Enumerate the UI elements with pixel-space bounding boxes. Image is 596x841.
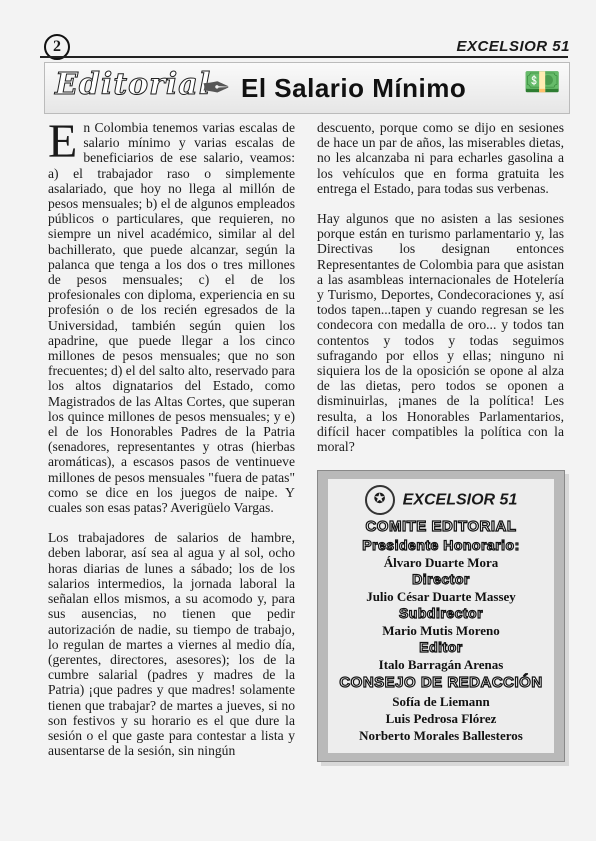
article-column-left [48,115,295,773]
masthead: EXCELSIOR 51 [456,38,570,55]
emblem-icon: ✪ [365,485,395,515]
section-title: Editorial [55,67,212,102]
council-member: Sofía de Liemann [392,694,490,709]
paragraph-text: n Colombia tenemos varias escalas de salario mínimo y varias escalas de beneficiarios de ese salario, veamos: a) el trabajador raso o simplemente asalariado, que hoy no llega al millón de pesos mensuales; b) el de algunos empleados públicos o particulares, que requieren, no siempre un nivel académico, similar al del bachillerato, que puede alcanzar, según la palanca que tenga a los dos o tres millones de pesos mensuales; c) el de los profesionales con diploma, experiencia en su profesión o de los recién egresados de la Universidad, también según quien los apadrine, que puede llegar a los cinco millones de pesos mensuales; que no son frecuentes; d) el del salto alto, reservado para los altos dignatarios del Estado, como Magistrados de las Altas Cortes, que superan los quince millones de pesos mensuales; y e) el de los Honorables Padres de la Patria (senadores, representantes y otras (hierbas aromáticas), a escasos pasos de ventinueve millones de pesos mensuales "fuera de patas" como se dice en los juegos de naipe. Y cuales son esas patas? Averigüelo Vargas. [48,120,295,516]
staff-box-title: EXCELSIOR 51 [402,491,518,509]
quill-icon: ✒ [201,68,232,108]
staff-name: Julio César Duarte Massey [366,589,516,604]
header-rule [40,56,568,58]
article-paragraph: descuento, porque como se dijo en sesiones de hace un par de años, las miserables dietas, no les alcanzaba ni para echarles gasolina a los vehículos que en forma gratuita les entrega el Estado, para todas sus verbenas. [317,120,564,196]
council-member: Luis Pedrosa Flórez [385,711,497,726]
staff-name: Mario Mutis Moreno [382,623,500,638]
article-paragraph [48,115,295,516]
staff-name: Italo Barragán Arenas [378,657,504,672]
article-paragraph: Los trabajadores de salarios de hambre, deben laborar, así sea al agua y al sol, ocho horas diarias de lunes a sábado; los de los salarios intermedios, la jornada laboral la señalan ellos mismos, a su acomodo y, para sus ausencias, no tienen que pedir autorización de nadie, su tiempo de trabajo, lo regulan de martes a viernes al medio día, (gerentes, directores, asesores); los de la cumbre salarial (padres y madres de la Patria) ¡que padres y que madres! solamente tienen que trabajar? de martes a jueves, si no son festivos y su horario es el que dure la sesión o el que gaste para contestar a lista y ausentarse de la sesión, sin ningún [48,530,295,759]
money-icon: 💵 [523,66,561,99]
staff-name: Álvaro Duarte Mora [383,555,499,570]
page-number: 2 [44,34,70,60]
council-member: Norberto Morales Ballesteros [359,728,523,743]
article-column-right [317,120,564,469]
editorial-staff-box [317,470,565,762]
headline: El Salario Mínimo [241,73,467,103]
staff-role: Editor [419,639,463,655]
staff-role: Subdirector [398,605,484,621]
committee-heading: COMITE EDITORIAL [365,518,517,535]
staff-role: Director [412,571,470,587]
editorial-banner [44,62,570,114]
staff-role: Presidente Honorario: [362,537,520,553]
dropcap: E [48,115,78,168]
staff-box-header [328,483,554,517]
council-heading: CONSEJO DE REDACCIÓN [339,674,543,691]
article-paragraph: Hay algunos que no asisten a las sesiones porque están en turismo parlamentario y, las Directivas los designan entonces Representantes de Colombia para que asistan a las asambleas internacionales de Hotelería y Turismo, Deportes, Condecoraciones y, así todos tapen...tapen y cuando regresan se les condecora con medalla de oro... y todos tan contentos y todos y todas seguimos sufragando por ellos y ellas; ninguno ni siquiera los de la oposición se opone al alza de las dietas, pero todos se oponen a disminuirlas, ¡manes de la política! Les resulta, a los Honorables Parlamentarios, difícil hacer compatibles la política con la moral? [317,211,564,455]
